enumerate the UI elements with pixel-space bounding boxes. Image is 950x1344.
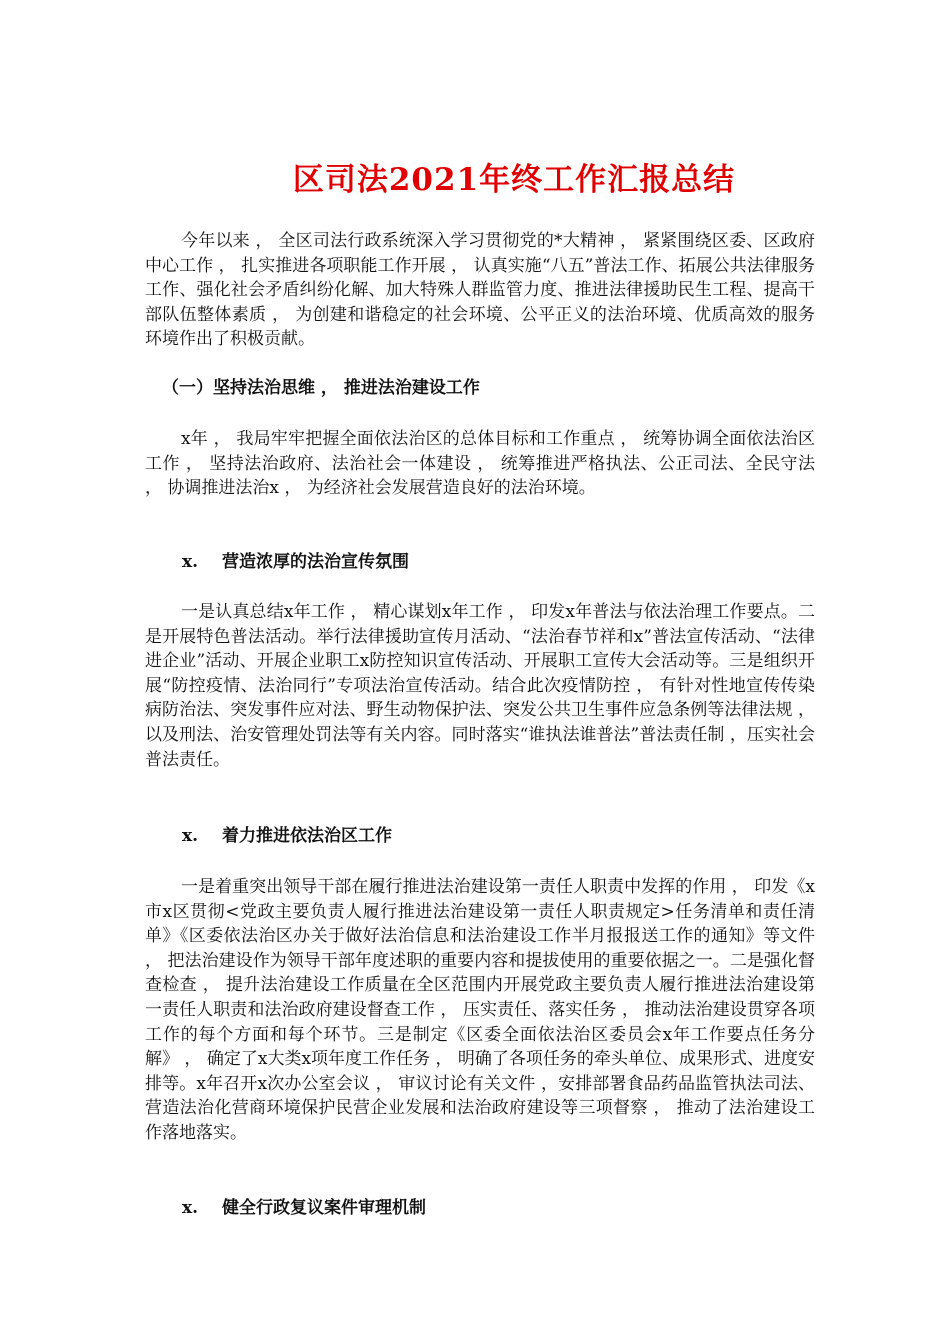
item-3-number: x. — [182, 1198, 199, 1218]
item-2-paragraph: 一是着重突出领导干部在履行推进法治建设第一责任人职责中发挥的作用 ， 印发《x市x区贯彻<党政主要负责人履行推进法治建设第一责任人职责规定>任务清单和责任清单》《区委依法治区办关于做好法治信息和法治建设工作半月报报送工作的通知》等文件 ， 把法治建设作为领导干部年度述职的重要内容和提拔使用的重要依据之一。二是强化督查检查 ， 提升法治建设工作质量在全区范围内开展党政主要负责人履行推进法治建设第一责任人职责和法治政府建设督查工作 ， 压实责任、落实任务 ， 推动法治建设贯穿各项工作的每个方面和每个环节。三是制定《区委全面依法治区委员会x年工作要点任务分解》 ， 确定了x大类x项年度工作任务 ， 明确了各项任务的牵头单位、成果形式、进度安排等。x年召开x次办公室会议 ， 审议讨论有关文件 ，安排部署食品药品监管执法司法、营造法治化营商环境保护民营企业发展和法治政府建设等三项督察 ， 推动了法治建设工作落地落实。 — [145, 877, 815, 1143]
item-2-number: x. — [182, 826, 199, 846]
intro-paragraph: 今年以来 ， 全区司法行政系统深入学习贯彻党的*大精神 ， 紧紧围绕区委、区政府中心工作 ， 扎实推进各项职能工作开展 ， 认真实施“八五”普法工作、拓展公共法律服务工作、强化社会矛盾纠纷化解、加大特殊人群监管力度、推进法律援助民生工程、提高干部队伍整体素质 ， 为创建和谐稳定的社会环境、公平正义的法治环境、优质高效的服务环境作出了积极贡献。 — [145, 231, 815, 350]
item-1-number: x. — [182, 552, 199, 572]
document-title: 区司法2021年终工作汇报总结 — [292, 162, 736, 198]
item-2-heading-text: 着力推进依法治区工作 — [222, 826, 392, 846]
item-1-heading-text: 营造浓厚的法治宣传氛围 — [222, 552, 409, 572]
item-1-paragraph: 一是认真总结x年工作 ， 精心谋划x年工作 ， 印发x年普法与依法治理工作要点。二是开展特色普法活动。举行法律援助宣传月活动、“法治春节祥和x”普法宣传活动、“法律进企业”活动、开展企业职工x防控知识宣传活动、开展职工宣传大会活动等。三是组织开展“防控疫情、法治同行”专项法治宣传活动。结合此次疫情防控 ， 有针对性地宣传传染病防治法、突发事件应对法、野生动物保护法、突发公共卫生事件应急条例等法律法规 ， 以及刑法、治安管理处罚法等有关内容。同时落实“谁执法谁普法”普法责任制 ，压实社会普法责任。 — [145, 602, 815, 770]
item-3-heading-text: 健全行政复议案件审理机制 — [222, 1198, 426, 1218]
section-1-paragraph: x年 ， 我局牢牢把握全面依法治区的总体目标和工作重点 ， 统筹协调全面依法治区工作 ， 坚持法治政府、法治社会一体建设 ， 统筹推进严格执法、公正司法、全民守法 ， 协调推进法治x ， 为经济社会发展营造良好的法治环境。 — [145, 429, 815, 499]
section-1-heading-text: （一）坚持法治思维 ， 推进法治建设工作 — [162, 378, 480, 398]
